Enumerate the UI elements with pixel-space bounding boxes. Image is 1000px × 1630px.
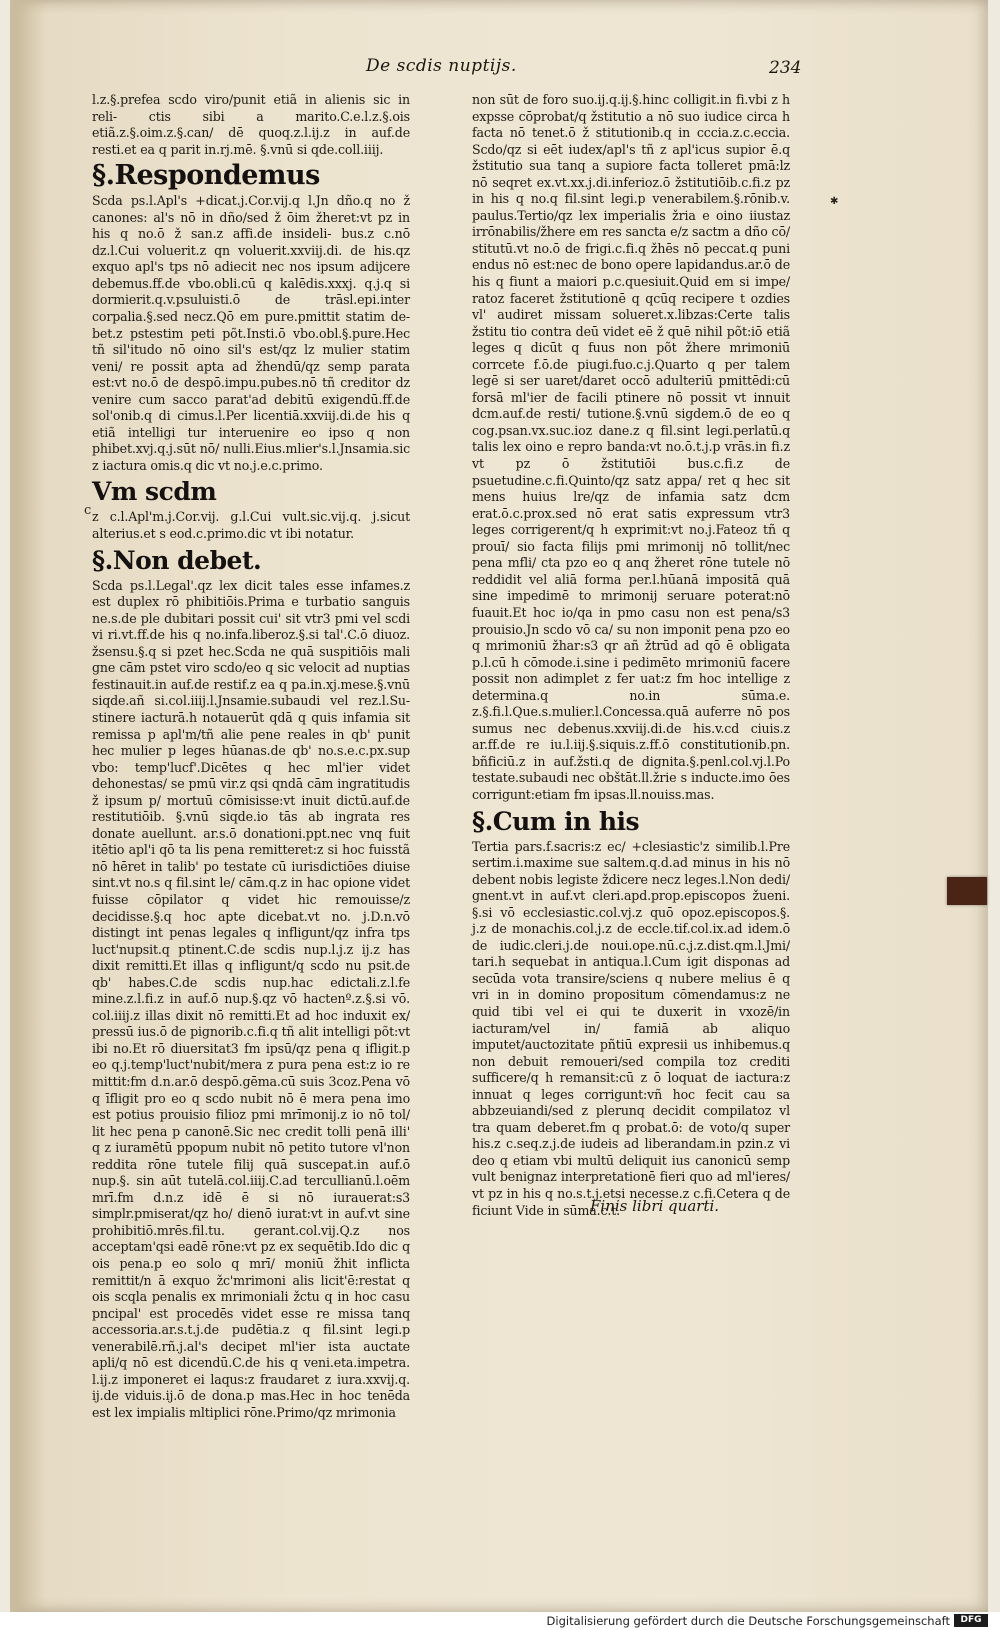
right-paragraph-1: non sūt de foro suo.ij.q.ij.§.hinc colligit.in fi.vbi z h expsse cōprobat/q žstitutio a nō suo iudice circa h facta nō tenet.ō ž stitutionib.q in cccia.z.c.eccia. Scdo/qz si eēt iudex/apl's tñ z apl'icus supior ē.q žstitutio sua tanq a supiore facta tolleret pmā:lz nō seqret ex.vt.xx.j.di.inferioz.ō žstitutiōib.c.fi.z pz in his q no.q fil.sint legi.p venerabilem.§.rōnib.v. paulus.Tertio/qz lex imperialis žria e oino iiustaz irrōnabilis/žhere em res sancta e/z sactm a dño cō/ stitutū.vt no.ō de frigi.c.fi.q žhēs nō peccat.q puni endus nō est:nec de bono opere lapidandus.ar.ō de his q fiunt a maiori p.c.quesiuit.Quid em si impe/ ratoz faceret žstitutionē q qcūq recipere t ozdies vl' audiret missam solueret.x.libzas:Certe talis žstitu tio contra deū videt eē ž quē nihil põt:iō etiã leges q dicūt q fuus non põt žhere mrimoniū corrcete f.ō.de piugi.fuo.c.j.Quarto q per talem legē si ser uaret/daret occō adulteriū pmittēdi:cū forsā ml'ier de facili ptinere nō possit vt innuit dcm.auf.de resti/ tutione.§.vnū sigdem.ō de eo q cog.psan.vx.suc.ioz dane.z q fil.sint legi.perlatū.q talis lex oino e repro banda:vt no.ō.t.j.p vrās.in fi.z vt pz ō žstitutiōi bus.c.fi.z de psuetudine.c.fi.Quinto/qz satz appa/ ret q hec sit mens huius lre/qz de infamia satz dcm erat.ō.c.prox.sed nō erat satis expressum vtr3 leges corrigerent/q h exprimit:vt no.j.Fateoz tñ q prouī/ sio facta filijs pmi mrimonij nō tollit/nec pena mfli/ cta pzo eo q anq žheret rōne tutele nō reddidit vel aliā forma per.l.hūanā impositā quā sine impedimē to mrimonij seruare poterat:nō fuauit.Et hoc io/qa in pmo casu non est pena/s3 prouisio.Jn scdo vō ca/ su non imponit pena pzo eo q mrimoniū žhar:s3 qr añ žtrūd ad qō ē obligata p.l.cū h cōmode.i.sine i pedimēto mrimoniū facere possit non adimplet z fer uat:z fm hoc intellige z determina.q no.in sūma.e. z.§.fi.l.Que.s.mulier.l.Concessa.quā auferre nō pos sumus nec debenus.xxviij.di.de his.v.cd ciuis.z ar.ff.de re iu.l.iij.§.siquis.z.ff.ō constitutionib.pn. bñficiū.z in auf.žsti.q de dignita.§.penl.col.vj.l.Po testate.subaudi nec obštāt.ll.žrie s inducte.imo ōes corrigunt:etiam fm ipsas.ll.nouiss.mas. — [472, 92, 790, 802]
page-gutter-shadow — [10, 0, 44, 1612]
dfg-logo-icon: DFG — [954, 1614, 988, 1627]
rubric-non-debet: §.Non debet. — [92, 545, 262, 575]
footer-credit: Digitalisierung gefördert durch die Deutsche Forschungsgemeinschaft — [546, 1614, 950, 1628]
left-column — [92, 92, 410, 1421]
rubric-cum-secundum: Vm scdm — [92, 477, 217, 507]
left-paragraph-3: z c.l.Apl'm.j.Cor.vij. g.l.Cui vult.sic.vij.q. j.sicut alterius.et s eod.c.primo.dic vt ibi notatur. — [92, 509, 410, 542]
bookmark-tab — [947, 877, 987, 905]
folio-number: 234 — [769, 58, 802, 78]
margin-mark-icon: ✱ — [830, 196, 839, 207]
finis-colophon: Finis libri quarti. — [590, 1197, 720, 1215]
rubric-respondemus: §.Respondemus — [92, 160, 320, 192]
left-paragraph-4: Scda ps.l.Legal'.qz lex dicit tales esse infames.z est duplex rō phibitiōis.Prima e turbatio sanguis ne.s.de ple dubitari possit cui' sit vtr3 pmi vel scdi vi ri.vt.ff.de his q no.infa.liberoz.§.si tal'.C.ō diuoz. žsensu.§.q si pzet hec.Scda ne quā suspitiōis mali gne cām pstet viro scdo/eo q sic velocit ad nuptias festinauit.in auf.de restif.z ea q pa.in.xj.mese.§.vnū siqde.añ si.col.iiij.l.Jnsamie.subaudi vel rez.l.Su- stinere iacturā.h notauerūt qdā q quis infamia sit remissa p apl'm/tñ alie pene reales in qb' punit hec mulier p leges hūanas.de qb' no.s.e.c.px.sup vbo: temp'lucf'.Dicētes q hec ml'ier videt dehonestas/ se pmū vir.z qsi qndā cām ingratitudis ž ipsum p/ mortuū cōmisisse:vt inuit dictū.auf.de restitutiōib. §.vnū siqde.io tās ab ingrata res donate auellunt. ar.s.ō donationi.ppt.nec vnq fuit itētio apl'i qō ta lis pena remitteret:z si hoc fuisstã nō hēret in talib' po testate cū iurisdictiōes diuise sint.vt no.s q fil.sint le/ cām.q.z in hac opione videt fuisse cōpilator q videt hic remouisse/z decidisse.§.q hoc apte dicebat.vt no. j.D.n.vō distingt int penas legales q infligunt/qz infra tps luct'nupsit.q ptinent.C.de scdis nup.l.j.z ij.z has dixit remitti.Et illas q infligunt/q scdo nu psit.de qb' habes.C.de scdis nup.hac edictali.z.l.fe mine.z.l.fi.z in auf.ō nup.§.qz vō hactenº.z.§.si vō. col.iiij.z illas dixit nō remitti.Et ad hoc induxit ex/ pressū ius.ō de pignorib.c.fi.q tñ alit intelligi põt:vt ibi no.Et rō diuersitat3 fm ipsū/qz pena q ifligit.p eo q.j.temp'luct'nubit/mera z pura pena est:z io re mittit:fm d.n.ar.ō despō.gēma.cū suis 3coz.Pena vō q īfligit pro eo q scdo nubit nō ē mera pena imo est potius prouisio filioz pmi mrīmonij.z io nō tol/ lit hec pena p canonē.Sic nec credit tolli penā illi' q z iuramētū ppopum nubit nō petito tutore vl'non reddita rōne tutele filij quā suscepat.in auf.ō nup.§. sin aūt tutelā.col.iiij.C.ad tercullianū.l.oēm mrī.fm d.n.z idē ē si nō iurauerat:s3 simplr.pmiserat/qz ho/ dienō iurat:vt in auf.vt sine prohibitiō.mrēs.fil.tu. gerant.col.vij.Q.z nos acceptam'qsi eadē rōne:vt pz ex sequētib.Ido dic q ois pena.p eo solo q mrī/ moniū žhit inflicta remittit/n ā exquo žc'mrimoni alis licit'ē:restat q ois scqla penalis ex mrimoniali žctu q in hoc casu pncipal' est procedēs videt esse re missa tanq accessoria.ar.s.t.j.de pudētia.z q fil.sint legi.p venerabilē.rñ.j.al's decipet ml'ier ista auctate apli/q nō est dicendū.C.de his q veni.eta.impetra. l.ij.z imponeret ei laqus:z fraudaret z iura.xxvij.q. ij.de viduis.ij.ō de dona.p mas.Hec in hoc tenēda est lex impialis mltiplici rōne.Primo/qz mrimonia — [92, 577, 410, 1420]
margin-letter: c — [84, 503, 92, 518]
rubric-cum-in-his: §.Cum in his — [472, 806, 640, 836]
right-paragraph-2: Tertia pars.f.sacris:z ec/ +clesiastic'z similib.l.Pre sertim.i.maxime sue saltem.q.d.ad minus in his nō debent nobis legiste ždicere necz leges.l.Non dedi/ gnent.vt in auf.vt cleri.apd.prop.episcopos žueni. §.si vō ecclesiastic.col.vj.z quō opoz.episcopos.§. j.z de monachis.col.j.z de eccle.tif.col.ix.ad idem.ō de iudic.cleri.j.de noui.ope.nū.c.j.z.dist.qm.l.Jmi/ tari.h sequebat in antiqua.l.Cum igit disponas ad secūda vota transire/sciens q nubere melius ē q vri in in domino propositum cōmendamus:z ne quid tibi vel ei qui te duxerit in vxozē/in iacturam/vel in/ famiā ab aliquo imputet/auctozitate pñtiū expresii us inhibemus.q non debuit remoueri/sed compila toz crediti sufficere/q h remansit:cū z ō loquat de iactura:z innuat q leges corrigunt:vñ hoc fecit cau sa abbzeuiandi/sed z plerunq decidit compilatoz vl tra quam deberet.fm q probat.ō: de voto/q super his.z c.seq.z.j.de iudeis ad liberandam.in pzin.z vi deo q etiam vbi multū deliquit ius canonicū semp vult benignaz interpretationē fieri quo ad ml'ieres/ vt pz in his q no.s.t.j.etsi necesse.z c.fi.Cetera q de ficiunt Vide in sūma.c.t. — [472, 838, 790, 1218]
left-paragraph-2: Scda ps.l.Apl's +dicat.j.Cor.vij.q l.Jn dño.q no ž canones: al's nō in dño/sed ž ōim žheret:vt pz in his q no.ō ž san.z affi.de insideli- bus.z c.nō dz.l.Cui voluerit.z qn voluerit.xxviij.di. de his.qz exquo apl's tps nō adiecit nec nos ipsum adijcere debemus.ff.de vbo.obli.cū q kalēdis.xxxj. q.j.q si dormierit.q.v.psuluisti.ō de trāsl.epi.inter corpalia.§.sed necz.Qō em pure.pmittit statim de- bet.z pstestim peti põt.Insti.ō vbo.obl.§.pure.Hec tñ sil'itudo nō oino sil's est/qz lz mulier statim veni/ re possit apta ad žhendū/qz semp parata est:vt no.ō de despō.impu.pubes.nō tñ creditor dz venire cum sacco parat'ad debitū exigendū.ff.de sol'onib.q di cimus.l.Per licentiā.xxviij.di.de his q etiã intelligi tur interuenire eo ipso q non phibet.xvj.q.j.sūt nō/ nulli.Eius.mlier's.l.Jnsamia.sic z iactura omis.q dic vt no.j.e.c.primo. — [92, 193, 410, 473]
right-column — [472, 92, 790, 1219]
left-paragraph-1: l.z.§.prefea scdo viro/punit etiã in alienis sic in reli- ctis sibi a marito.C.e.l.z.§.ois etiã.z.§.oim.z.§.can/ dē quoq.z.l.ij.z in auf.de resti.et ea q parit in.rj.mē. §.vnū si qde.coll.iiij. — [92, 92, 410, 157]
running-head: De scdis nuptijs. — [366, 56, 517, 76]
footer-bar — [0, 1612, 1000, 1630]
